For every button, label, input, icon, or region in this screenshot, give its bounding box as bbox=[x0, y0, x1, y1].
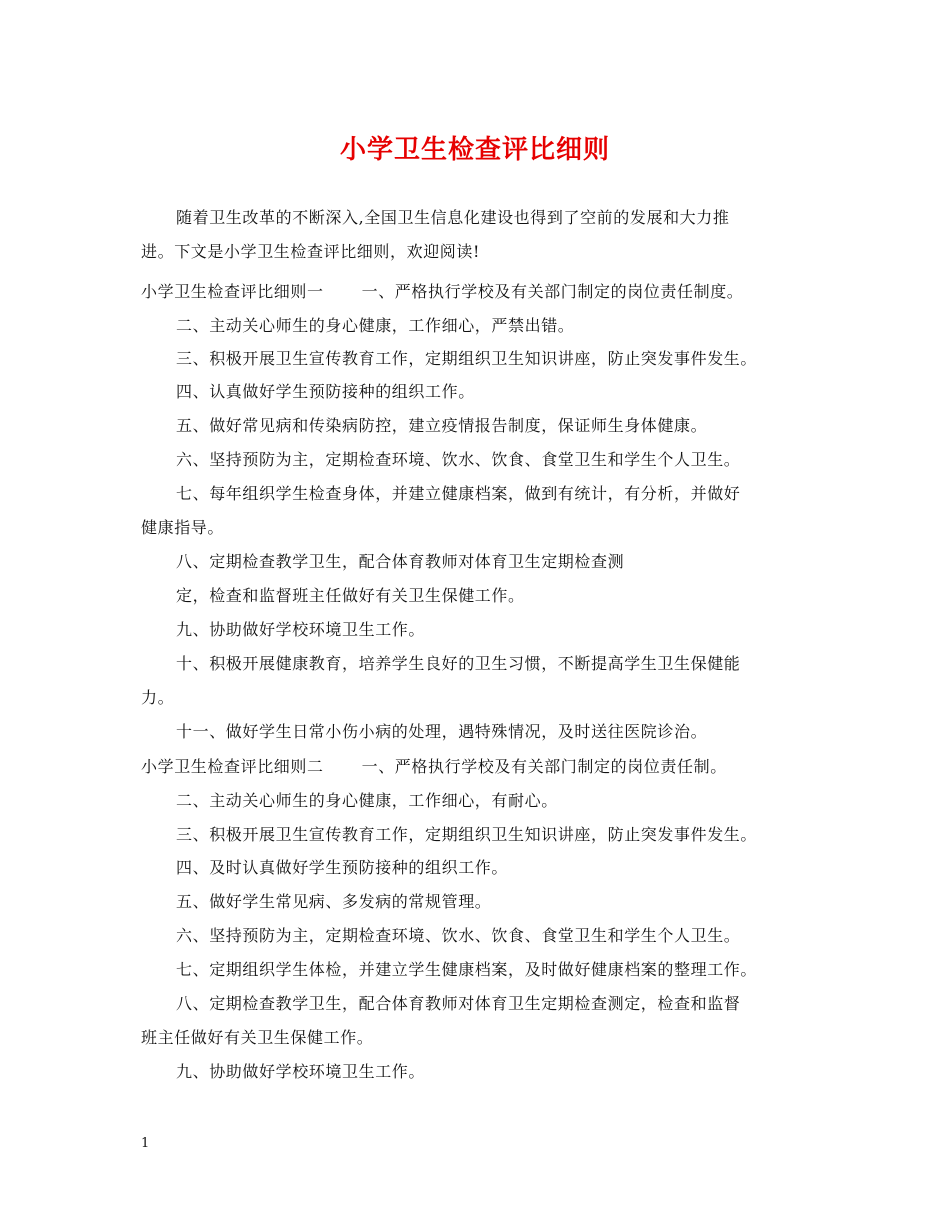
section-1-item-7-line-2: 健康指导。 bbox=[141, 518, 225, 537]
section-2-item-7: 七、定期组织学生体检，并建立学生健康档案，及时做好健康档案的整理工作。 bbox=[176, 960, 758, 979]
section-1-item-10-line-1: 十、积极开展健康教育，培养学生良好的卫生习惯，不断提高学生卫生保健能 bbox=[176, 654, 741, 673]
section-2-item-8-line-2: 班主任做好有关卫生保健工作。 bbox=[141, 1028, 374, 1047]
section-1-item-10-line-2: 力。 bbox=[141, 688, 175, 707]
section-1-item-1: 一、严格执行学校及有关部门制定的岗位责任制度。 bbox=[361, 282, 744, 301]
section-1-item-8-line-2: 定，检查和监督班主任做好有关卫生保健工作。 bbox=[176, 586, 525, 605]
section-1-heading: 小学卫生检查评比细则一 bbox=[141, 282, 324, 301]
section-2-item-1: 一、严格执行学校及有关部门制定的岗位责任制。 bbox=[361, 757, 727, 776]
section-1-item-11: 十一、做好学生日常小伤小病的处理，遇特殊情况，及时送往医院诊治。 bbox=[176, 722, 708, 741]
section-2-item-6: 六、坚持预防为主，定期检查环境、饮水、饮食、食堂卫生和学生个人卫生。 bbox=[176, 926, 741, 945]
section-1-item-9: 九、协助做好学校环境卫生工作。 bbox=[176, 620, 426, 639]
section-1-item-3: 三、积极开展卫生宣传教育工作，定期组织卫生知识讲座，防止突发事件发生。 bbox=[176, 349, 758, 368]
section-1-item-8-line-1: 八、定期检查教学卫生，配合体育教师对体育卫生定期检查测 bbox=[176, 552, 625, 571]
intro-line-1: 随着卫生改革的不断深入,全国卫生信息化建设也得到了空前的发展和大力推 bbox=[176, 208, 730, 227]
page-number: 1 bbox=[141, 1136, 150, 1151]
section-2-item-3: 三、积极开展卫生宣传教育工作，定期组织卫生知识讲座，防止突发事件发生。 bbox=[176, 825, 758, 844]
section-2-item-9: 九、协助做好学校环境卫生工作。 bbox=[176, 1062, 426, 1081]
section-2-item-2: 二、主动关心师生的身心健康，工作细心，有耐心。 bbox=[176, 791, 558, 810]
section-2-item-4: 四、及时认真做好学生预防接种的组织工作。 bbox=[176, 858, 509, 877]
section-1-item-2: 二、主动关心师生的身心健康，工作细心，严禁出错。 bbox=[176, 316, 575, 335]
section-1-heading-line bbox=[141, 281, 743, 303]
section-2-item-5: 五、做好学生常见病、多发病的常规管理。 bbox=[176, 892, 492, 911]
section-2-heading-line bbox=[141, 756, 727, 778]
section-1-item-4: 四、认真做好学生预防接种的组织工作。 bbox=[176, 382, 475, 401]
document-title: 小学卫生检查评比细则 bbox=[339, 135, 610, 165]
section-1-item-6: 六、坚持预防为主，定期检查环境、饮水、饮食、食堂卫生和学生个人卫生。 bbox=[176, 450, 741, 469]
section-2-item-8-line-1: 八、定期检查教学卫生，配合体育教师对体育卫生定期检查测定，检查和监督 bbox=[176, 994, 741, 1013]
section-1-item-7-line-1: 七、每年组织学生检查身体，并建立健康档案，做到有统计，有分析，并做好 bbox=[176, 484, 741, 503]
section-2-heading: 小学卫生检查评比细则二 bbox=[141, 757, 324, 776]
section-1-item-5: 五、做好常见病和传染病防控，建立疫情报告制度，保证师生身体健康。 bbox=[176, 416, 708, 435]
intro-line-2: 进。下文是小学卫生检查评比细则，欢迎阅读! bbox=[141, 242, 481, 261]
